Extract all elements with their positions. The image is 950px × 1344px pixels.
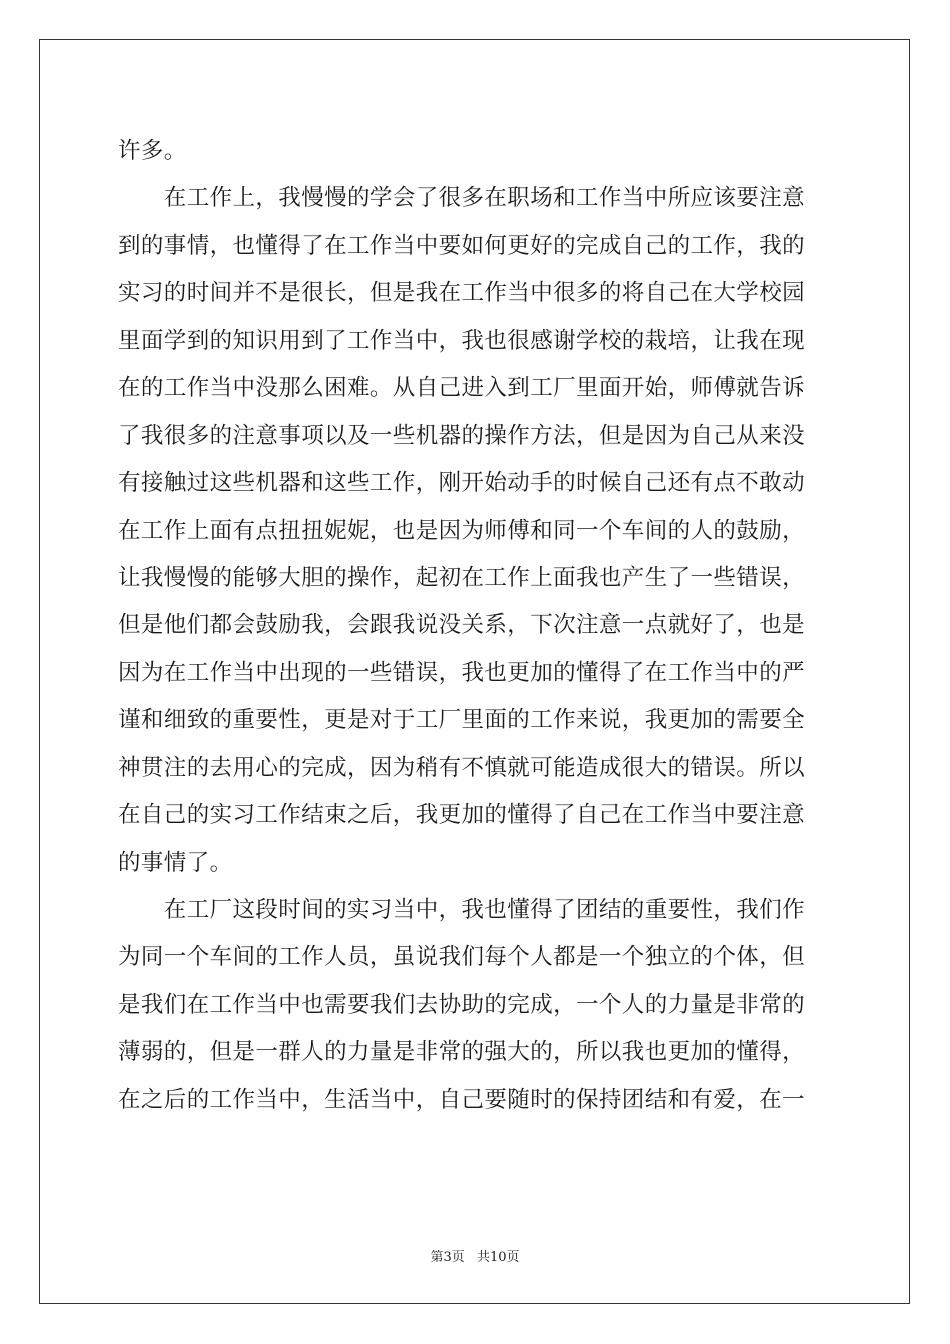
page-footer	[0, 1246, 950, 1265]
text-line: 在工作上面有点扭扭妮妮，也是因为师傅和同一个车间的人的鼓励，	[118, 517, 806, 544]
text-line: 薄弱的，但是一群人的力量是非常的强大的，所以我也更加的懂得，	[118, 1039, 806, 1066]
text-line: 有接触过这些机器和这些工作，刚开始动手的时候自己还有点不敢动	[118, 470, 806, 497]
text-line: 到的事情，也懂得了在工作当中要如何更好的完成自己的工作，我的	[118, 232, 806, 259]
text-line: 因为在工作当中出现的一些错误，我也更加的懂得了在工作当中的严	[118, 659, 806, 686]
text-line: 在之后的工作当中，生活当中，自己要随时的保持团结和有爱，在一	[118, 1086, 806, 1113]
text-line: 谨和细致的重要性，更是对于工厂里面的工作来说，我更加的需要全	[118, 707, 806, 734]
page-number-total: 共10页	[476, 1250, 520, 1265]
text-line: 神贯注的去用心的完成，因为稍有不慎就可能造成很大的错误。所以	[118, 754, 806, 781]
text-line: 了我很多的注意事项以及一些机器的操作方法，但是因为自己从来没	[118, 422, 806, 449]
document-body	[118, 128, 838, 1124]
text-line: 在的工作当中没那么困难。从自己进入到工厂里面开始，师傅就告诉	[118, 375, 806, 402]
text-line: 在工厂这段时间的实习当中，我也懂得了团结的重要性，我们作	[118, 897, 806, 923]
text-line: 但是他们都会鼓励我，会跟我说没关系，下次注意一点就好了，也是	[118, 612, 806, 639]
text-line: 为同一个车间的工作人员，虽说我们每个人都是一个独立的个体，但	[118, 944, 806, 971]
text-line: 在自己的实习工作结束之后，我更加的懂得了自己在工作当中要注意	[118, 802, 806, 829]
page-number-current: 第3页	[430, 1250, 465, 1265]
text-line: 在工作上，我慢慢的学会了很多在职场和工作当中所应该要注意	[118, 185, 806, 212]
text-line: 的事情了。	[118, 849, 233, 876]
text-line: 是我们在工作当中也需要我们去协助的完成，一个人的力量是非常的	[118, 991, 806, 1018]
text-line: 让我慢慢的能够大胆的操作，起初在工作上面我也产生了一些错误，	[118, 564, 806, 591]
text-line: 许多。	[118, 138, 187, 164]
text-line: 实习的时间并不是很长，但是我在工作当中很多的将自己在大学校园	[118, 280, 806, 307]
text-line: 里面学到的知识用到了工作当中，我也很感谢学校的栽培，让我在现	[118, 327, 806, 354]
